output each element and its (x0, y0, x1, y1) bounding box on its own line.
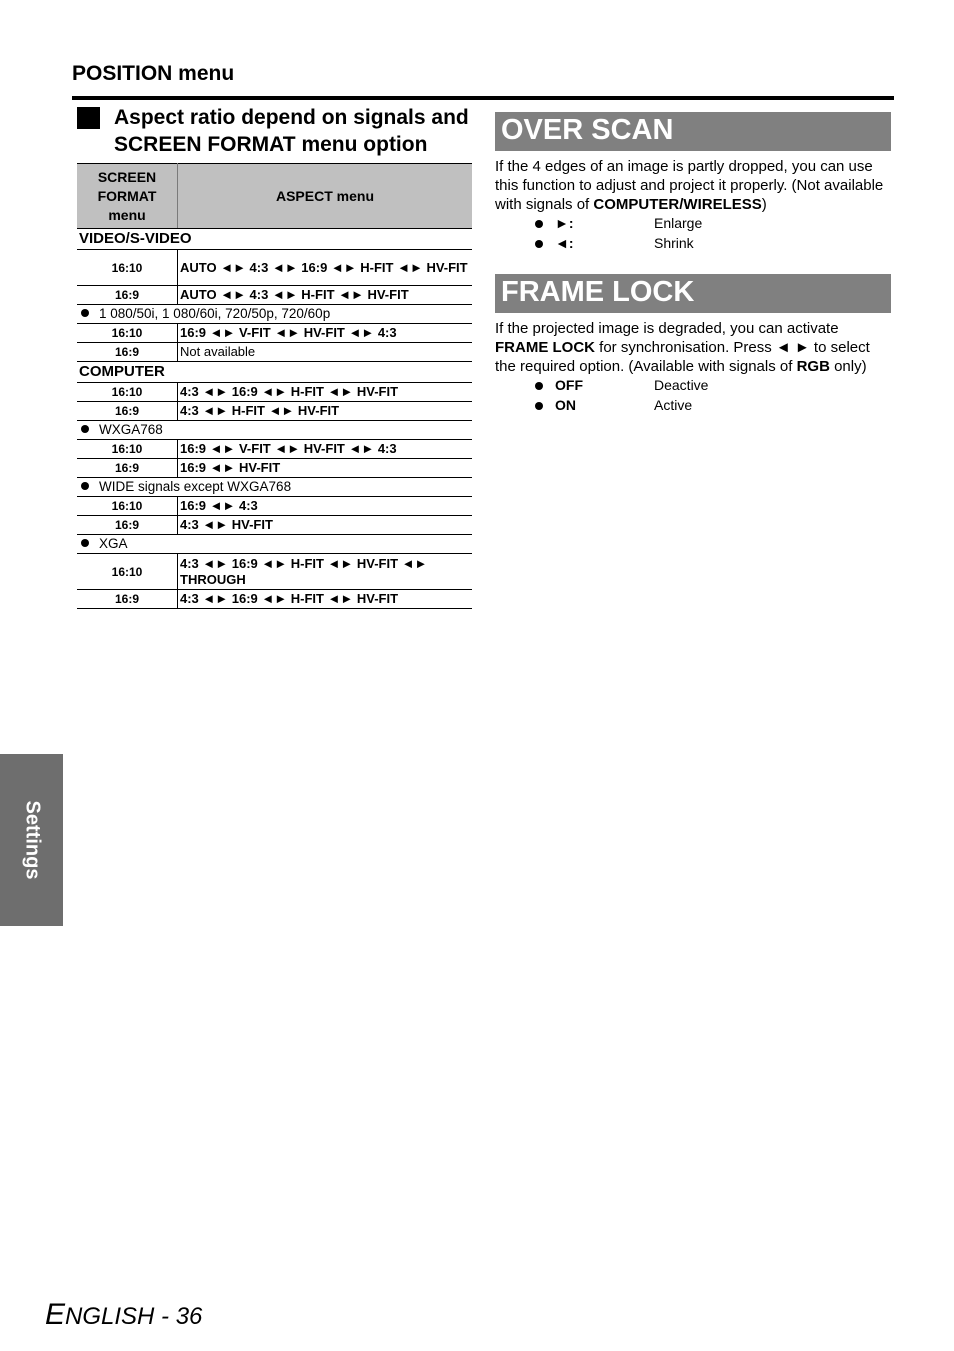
screen-format-cell: 16:9 (77, 459, 178, 478)
aspect-options-cell: 4:3 ◄► 16:9 ◄► H-FIT ◄► HV-FIT ◄► THROUGH (178, 554, 473, 590)
footer-text: NGLISH - 36 (65, 1303, 203, 1330)
heading-square-icon (77, 107, 100, 129)
screen-format-cell: 16:10 (77, 383, 178, 402)
frame-lock-bold-rgb: RGB (796, 358, 830, 375)
aspect-options-cell: 4:3 ◄► 16:9 ◄► H-FIT ◄► HV-FIT (178, 383, 473, 402)
bullet-icon (81, 482, 89, 490)
page-footer (45, 1298, 202, 1332)
table-subgroup-label (77, 305, 472, 324)
bullet-icon (535, 382, 543, 390)
table-row (77, 286, 472, 305)
screen-format-cell: 16:9 (77, 516, 178, 535)
table-row (77, 440, 472, 459)
option-value: Enlarge (654, 215, 703, 231)
option-key: ►: (555, 215, 574, 231)
screen-format-cell: 16:10 (77, 554, 178, 590)
aspect-options-cell: 4:3 ◄► H-FIT ◄► HV-FIT (178, 402, 473, 421)
aspect-heading (77, 104, 472, 158)
over-scan-bold-wireless: WIRELESS (683, 196, 762, 213)
aspect-options-cell: AUTO ◄► 4:3 ◄► 16:9 ◄► H-FIT ◄► HV-FIT (178, 250, 473, 286)
screen-format-cell: 16:10 (77, 250, 178, 286)
option-key: OFF (555, 377, 583, 393)
table-row (77, 402, 472, 421)
screen-format-cell: 16:9 (77, 402, 178, 421)
table-row (77, 324, 472, 343)
frame-lock-bold: FRAME LOCK (495, 339, 595, 356)
top-rule (72, 96, 894, 100)
section-header: POSITION menu (72, 62, 235, 85)
aspect-options-cell: 16:9 ◄► HV-FIT (178, 459, 473, 478)
table-subgroup-label (77, 478, 472, 497)
frame-lock-text: If the projected image is degraded, you can activate (495, 320, 839, 337)
table-subgroup-text: WIDE signals except WXGA768 (99, 479, 292, 494)
over-scan-options (495, 214, 891, 253)
aspect-options-cell: 16:9 ◄► V-FIT ◄► HV-FIT ◄► 4:3 (178, 324, 473, 343)
over-scan-text: If the 4 edges of an image is partly dropped, you can use this function to adjust and project it properly. (Not available with signals of (495, 158, 884, 213)
aspect-heading-text: Aspect ratio depend on signals and SCREEN FORMAT menu option (114, 106, 469, 156)
table-subgroup-label (77, 535, 472, 554)
settings-side-tab (0, 754, 63, 926)
table-subgroup-text: 1 080/50i, 1 080/60i, 720/50p, 720/60p (99, 306, 331, 321)
frame-lock-title: FRAME LOCK (495, 274, 891, 313)
bullet-icon (535, 220, 543, 228)
table-header-screen-format: SCREEN FORMAT menu (77, 164, 178, 229)
frame-lock-options (495, 376, 891, 415)
frame-lock-text-end: only) (829, 358, 867, 375)
bullet-icon (81, 539, 89, 547)
table-row (77, 459, 472, 478)
frame-lock-description (495, 319, 891, 376)
bullet-icon (535, 402, 543, 410)
table-row (77, 383, 472, 402)
screen-format-cell: 16:9 (77, 343, 178, 362)
aspect-table-body (77, 229, 472, 609)
table-row (77, 343, 472, 362)
over-scan-description (495, 157, 891, 214)
table-group-label: COMPUTER (77, 362, 472, 383)
footer-initial: E (45, 1298, 66, 1331)
over-scan-slash: / (679, 196, 684, 213)
table-group-label: VIDEO/S-VIDEO (77, 229, 472, 250)
over-scan-title: OVER SCAN (495, 112, 891, 151)
table-subgroup-label (77, 421, 472, 440)
table-subgroup-text: WXGA768 (99, 422, 163, 437)
screen-format-cell: 16:9 (77, 286, 178, 305)
option-value: Deactive (654, 377, 709, 393)
settings-side-tab-label: Settings (21, 800, 43, 880)
aspect-table (77, 163, 472, 609)
aspect-options-cell: 4:3 ◄► 16:9 ◄► H-FIT ◄► HV-FIT (178, 590, 473, 609)
table-row (77, 250, 472, 286)
frame-lock-text-mid: for synchronisation. Press ◄ ► to select the required option. (Available with signals of (495, 339, 870, 375)
left-column (77, 104, 472, 609)
over-scan-bold-computer: COMPUTER (593, 196, 680, 213)
option-key: ON (555, 396, 576, 413)
option-item (495, 214, 891, 234)
aspect-options-cell: 4:3 ◄► HV-FIT (178, 516, 473, 535)
aspect-options-cell: AUTO ◄► 4:3 ◄► H-FIT ◄► HV-FIT (178, 286, 473, 305)
table-row (77, 497, 472, 516)
table-row (77, 590, 472, 609)
screen-format-cell: 16:9 (77, 590, 178, 609)
screen-format-cell: 16:10 (77, 324, 178, 343)
over-scan-text-end: ) (761, 196, 767, 213)
table-header-aspect: ASPECT menu (178, 164, 473, 229)
screen-format-cell: 16:10 (77, 440, 178, 459)
option-value: Shrink (654, 234, 694, 251)
table-row (77, 554, 472, 590)
aspect-options-cell: 16:9 ◄► 4:3 (178, 497, 473, 516)
option-value: Active (654, 396, 693, 413)
option-key: ◄: (555, 234, 574, 251)
table-row (77, 516, 472, 535)
bullet-icon (535, 240, 543, 248)
bullet-icon (81, 425, 89, 433)
screen-format-cell: 16:10 (77, 497, 178, 516)
bullet-icon (81, 309, 89, 317)
table-subgroup-text: XGA (99, 536, 128, 551)
right-column (495, 112, 891, 415)
option-item (495, 376, 891, 396)
option-item (495, 396, 891, 416)
option-item (495, 234, 891, 254)
aspect-options-cell: 16:9 ◄► V-FIT ◄► HV-FIT ◄► 4:3 (178, 440, 473, 459)
aspect-options-cell: Not available (178, 343, 473, 362)
